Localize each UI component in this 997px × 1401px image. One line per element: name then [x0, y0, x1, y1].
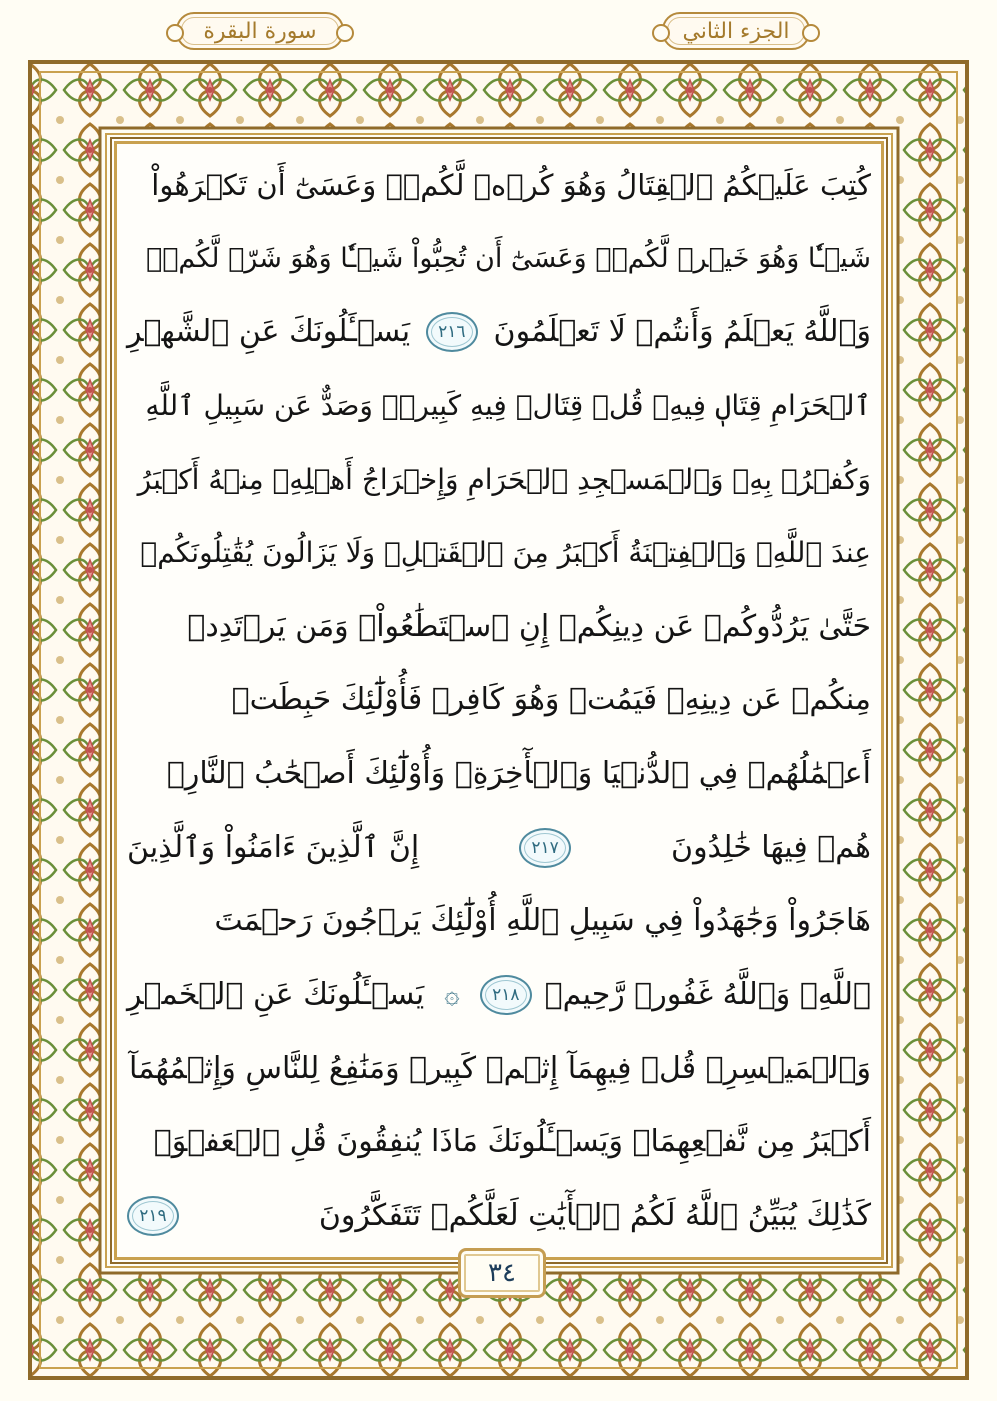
text-line [123, 447, 875, 513]
text-line [123, 888, 875, 954]
line-text: هُمۡ فِيهَا خَٰلِدُونَ [671, 829, 871, 865]
line-text: كُتِبَ عَلَيۡكُمُ ٱلۡقِتَالُ وَهُوَ كُرۡهٞ لَّكُمۡۖ وَعَسَىٰٓ أَن تَكۡرَهُواْ [151, 168, 871, 202]
ayah-marker-217: ٢١٧ [519, 828, 571, 868]
verse-lines [123, 152, 875, 1249]
text-line [123, 667, 875, 733]
line-text: ٱللَّهِۚ وَٱللَّهُ غَفُورٞ رَّحِيمٞ [544, 977, 871, 1013]
line-text: وَكُفۡرُۢ بِهِۦ وَٱلۡمَسۡجِدِ ٱلۡحَرَامِ وَإِخۡرَاجُ أَهۡلِهِۦ مِنۡهُ أَكۡبَرُ [137, 462, 871, 496]
line-tail-text: يَسۡـَٔلُونَكَ عَنِ ٱلشَّهۡرِ [127, 314, 411, 350]
ayah-marker-216: ٢١٦ [426, 312, 478, 352]
text-line [123, 152, 875, 218]
text-line [123, 226, 875, 292]
text-line [123, 1036, 875, 1102]
line-text: هَاجَرُواْ وَجَٰهَدُواْ فِي سَبِيلِ ٱللَّهِ أُوْلَٰٓئِكَ يَرۡجُونَ رَحۡمَتَ [214, 903, 871, 939]
line-text: مِنكُمۡ عَن دِينِهِۦ فَيَمُتۡ وَهُوَ كَافِرٞ فَأُوْلَٰٓئِكَ حَبِطَتۡ [231, 682, 871, 718]
text-line [123, 962, 875, 1028]
text-panel [114, 141, 884, 1260]
page-number: ٣٤ [458, 1248, 546, 1298]
text-line [123, 299, 875, 365]
juz-label: الجزء الثاني [682, 18, 790, 44]
line-text: كَذَٰلِكَ يُبَيِّنُ ٱللَّهُ لَكُمُ ٱلۡأٓيَٰتِ لَعَلَّكُمۡ تَتَفَكَّرُونَ [318, 1197, 871, 1233]
cartouche-curl [652, 24, 670, 42]
text-line [123, 815, 875, 881]
text-line [123, 1183, 875, 1249]
line-text: أَكۡبَرُ مِن نَّفۡعِهِمَاۗ وَيَسۡـَٔلُونَكَ مَاذَا يُنفِقُونَ قُلِ ٱلۡعَفۡوَۗ [153, 1124, 871, 1160]
surah-cartouche [176, 12, 344, 50]
surah-label: سورة البقرة [203, 18, 317, 44]
cartouche-curl [802, 24, 820, 42]
line-text: ٱلۡحَرَامِ قِتَالٖ فِيهِۖ قُلۡ قِتَالٞ فِيهِ كَبِيرٞۚ وَصَدٌّ عَن سَبِيلِ ٱللَّهِ [145, 388, 871, 422]
line-text: أَعۡمَٰلُهُمۡ فِي ٱلدُّنۡيَا وَٱلۡأٓخِرَةِۖ وَأُوْلَٰٓئِكَ أَصۡحَٰبُ ٱلنَّارِۖ [166, 756, 871, 792]
line-text: عِندَ ٱللَّهِۚ وَٱلۡفِتۡنَةُ أَكۡبَرُ مِنَ ٱلۡقَتۡلِۗ وَلَا يَزَالُونَ يُقَٰتِلُونَكُمۡ [140, 536, 871, 570]
text-line [123, 741, 875, 807]
text-line [123, 1109, 875, 1175]
line-text: شَيۡـٔٗا وَهُوَ خَيۡرٞ لَّكُمۡۖ وَعَسَىٰٓ أَن تُحِبُّواْ شَيۡـٔٗا وَهُوَ شَرّٞ لَّكُمۡۚ [146, 242, 871, 274]
line-text: وَٱللَّهُ يَعۡلَمُ وَأَنتُمۡ لَا تَعۡلَمُونَ [493, 314, 871, 350]
hizb-star-icon: ۞ [444, 980, 460, 1011]
cartouche-curl [166, 24, 184, 42]
line-tail-text: يَسۡـَٔلُونَكَ عَنِ ٱلۡخَمۡرِ [127, 977, 425, 1013]
text-line [123, 520, 875, 586]
juz-cartouche [662, 12, 810, 50]
text-line [123, 594, 875, 660]
line-text: وَٱلۡمَيۡسِرِۖ قُلۡ فِيهِمَآ إِثۡمٞ كَبِيرٞ وَمَنَٰفِعُ لِلنَّاسِ وَإِثۡمُهُمَآ [129, 1050, 871, 1086]
line-tail-text: إِنَّ ٱلَّذِينَ ءَامَنُواْ وَٱلَّذِينَ [127, 829, 420, 865]
cartouche-curl [336, 24, 354, 42]
ayah-marker-219: ٢١٩ [127, 1196, 179, 1236]
ayah-marker-218: ٢١٨ [480, 975, 532, 1015]
text-line [123, 373, 875, 439]
line-text: حَتَّىٰ يَرُدُّوكُمۡ عَن دِينِكُمۡ إِنِ ٱسۡتَطَٰعُواْۚ وَمَن يَرۡتَدِدۡ [187, 608, 871, 644]
